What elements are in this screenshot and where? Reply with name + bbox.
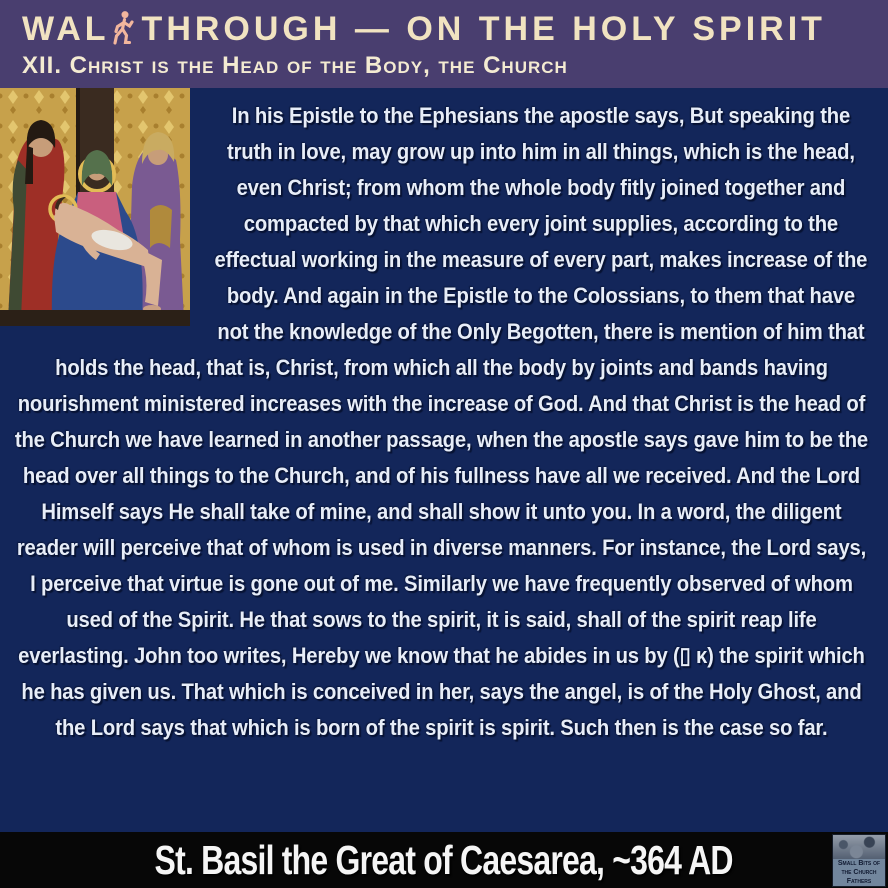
pieta-painting xyxy=(0,88,190,326)
logo-text: Small Bits of the Church Fathers xyxy=(837,860,881,885)
title-prefix: WAL xyxy=(22,9,110,48)
walking-person-icon xyxy=(111,10,136,46)
logo-photo xyxy=(833,835,885,859)
title-suffix: THROUGH — ON THE HOLY SPIRIT xyxy=(141,9,826,48)
quote-text: In his Epistle to the Ephesians the apostle says, But speaking the truth in love, may grow up into him in all things, which is the head, even Christ; from whom the whole body fitly joined together and compacted by that which every joint supplies, according to the effectual working in the measure of every part, makes increase of the body. And again in the Epistle to the Colossians, to them that have not the knowledge of the Only Begotten, there is mention of him that holds the head, that is, Christ, from which all the body by joints and bands having nourishment ministered increases with the increase of God. And that Christ is the head of the Church we have learned in another passage, when the apostle says gave him to be the head over all things to the Church, and of his fullness have all we received. And the Lord Himself says He shall take of mine, and shall show it unto you. In a word, the diligent reader will perceive that of whom is used in diverse manners. For instance, the Lord says, I perceive that virtue is gone out of me. Similarly we have frequently observed of whom used of the Spirit. He that sows to the spirit, it is said, shall of the spirit reap life everlasting. John too writes, Hereby we know that he abides in us by (▯ κ) the spirit which he has given us. That which is conceived in her, says the angel, is of the Holy Ghost, and the Lord says that which is born of the spirit is spirit. Such then is the case so far. xyxy=(14,103,868,740)
header xyxy=(0,0,888,88)
channel-logo xyxy=(832,834,886,887)
chapter-subtitle: XII. Christ is the Head of the Body, the Church xyxy=(22,52,568,79)
quote-body xyxy=(0,88,888,832)
footer xyxy=(0,832,888,888)
attribution: St. Basil the Great of Caesarea, ~364 AD xyxy=(154,836,734,883)
page-title xyxy=(22,6,888,52)
